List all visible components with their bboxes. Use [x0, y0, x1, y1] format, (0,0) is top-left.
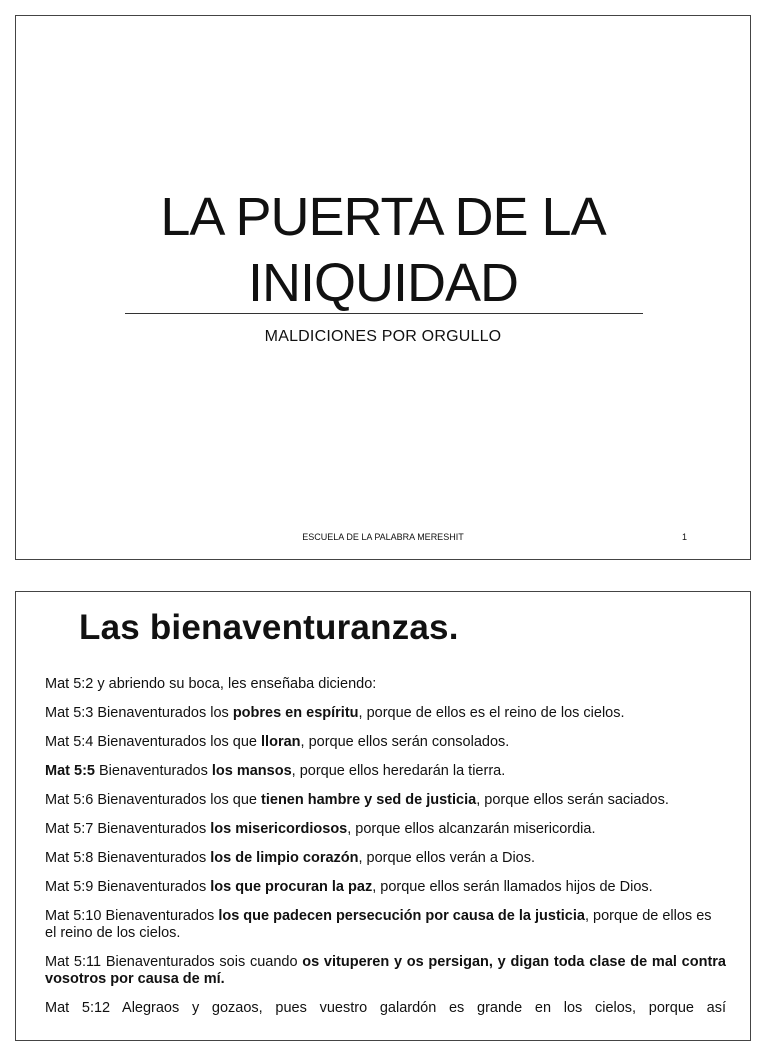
verse-text: Bienaventurados	[93, 879, 211, 895]
slide-subtitle: MALDICIONES POR ORGULLO	[264, 328, 502, 345]
verse-ref: Mat 5:11	[45, 954, 102, 970]
verse-ref: Mat 5:10	[45, 908, 102, 924]
verse-item	[45, 954, 726, 988]
verse-text: , porque de ellos es el reino de los cielos.	[358, 705, 625, 721]
title-divider	[125, 313, 643, 314]
slide-title-line-2: INIQUIDAD	[247, 253, 519, 313]
slide-footer: ESCUELA DE LA PALABRA MERESHIT	[302, 532, 464, 542]
verse-ref: Mat 5:6	[45, 792, 94, 808]
verse-emphasis: tienen hambre y sed de justicia	[261, 792, 477, 808]
verse-list	[45, 676, 726, 1029]
verse-text: , porque ellos heredarán la tierra.	[291, 763, 506, 779]
verse-item	[45, 1000, 726, 1017]
verse-item	[45, 763, 726, 780]
verse-ref: Mat 5:4	[45, 734, 94, 750]
verse-item	[45, 676, 726, 693]
verse-emphasis: pobres en espíritu	[232, 705, 359, 721]
verse-text: Bienaventurados los	[93, 705, 233, 721]
verse-text: Bienaventurados sois cuando	[101, 954, 303, 970]
verse-ref: Mat 5:7	[45, 821, 94, 837]
verse-item	[45, 908, 726, 942]
verse-ref: Mat 5:9	[45, 879, 94, 895]
slide-heading: Las bienaventuranzas.	[79, 608, 459, 647]
verse-item	[45, 734, 726, 751]
verse-item	[45, 850, 726, 867]
verse-ref: Mat 5:2	[45, 676, 94, 692]
slide-title-line-1: LA PUERTA DE LA	[160, 187, 606, 247]
slide-title	[16, 184, 750, 316]
verse-emphasis: los mansos	[211, 763, 292, 779]
verse-item	[45, 705, 726, 722]
verse-item	[45, 821, 726, 838]
verse-text: , porque ellos serán consolados.	[300, 734, 510, 750]
verse-item	[45, 792, 726, 809]
verse-ref: Mat 5:5	[45, 763, 95, 779]
verse-text: Bienaventurados	[93, 821, 211, 837]
verse-ref: Mat 5:3	[45, 705, 94, 721]
verse-emphasis: los que padecen persecución por causa de la justicia	[218, 908, 585, 924]
verse-text: Alegraos y gozaos, pues vuestro galardón es grande en los cielos, porque así	[110, 1000, 727, 1016]
title-slide	[15, 15, 751, 560]
verse-text: y abriendo su boca, les enseñaba diciendo:	[93, 676, 377, 692]
content-slide	[15, 591, 751, 1041]
verse-text: Bienaventurados	[93, 850, 211, 866]
verse-text: , porque ellos serán saciados.	[476, 792, 669, 808]
verse-emphasis: los misericordiosos	[210, 821, 348, 837]
verse-text: , porque de ellos es el reino de los cielos.	[45, 908, 712, 941]
verse-text: Bienaventurados	[101, 908, 219, 924]
verse-ref: Mat 5:8	[45, 850, 94, 866]
verse-emphasis: los de limpio corazón	[210, 850, 359, 866]
verse-ref: Mat 5:12	[45, 1000, 111, 1016]
verse-text: Bienaventurados los que	[93, 734, 262, 750]
verse-text: Bienaventurados los que	[93, 792, 262, 808]
verse-item	[45, 879, 726, 896]
verse-emphasis: lloran	[261, 734, 301, 750]
verse-text: , porque ellos serán llamados hijos de Dios.	[372, 879, 653, 895]
verse-emphasis: os vituperen y os persigan, y digan toda clase de mal contra vosotros por causa de mí.	[45, 954, 726, 987]
verse-emphasis: los que procuran la paz	[210, 879, 373, 895]
verse-text: , porque ellos verán a Dios.	[358, 850, 536, 866]
verse-text: , porque ellos alcanzarán misericordia.	[347, 821, 596, 837]
verse-text: Bienaventurados	[94, 763, 212, 779]
page-number: 1	[682, 532, 688, 542]
